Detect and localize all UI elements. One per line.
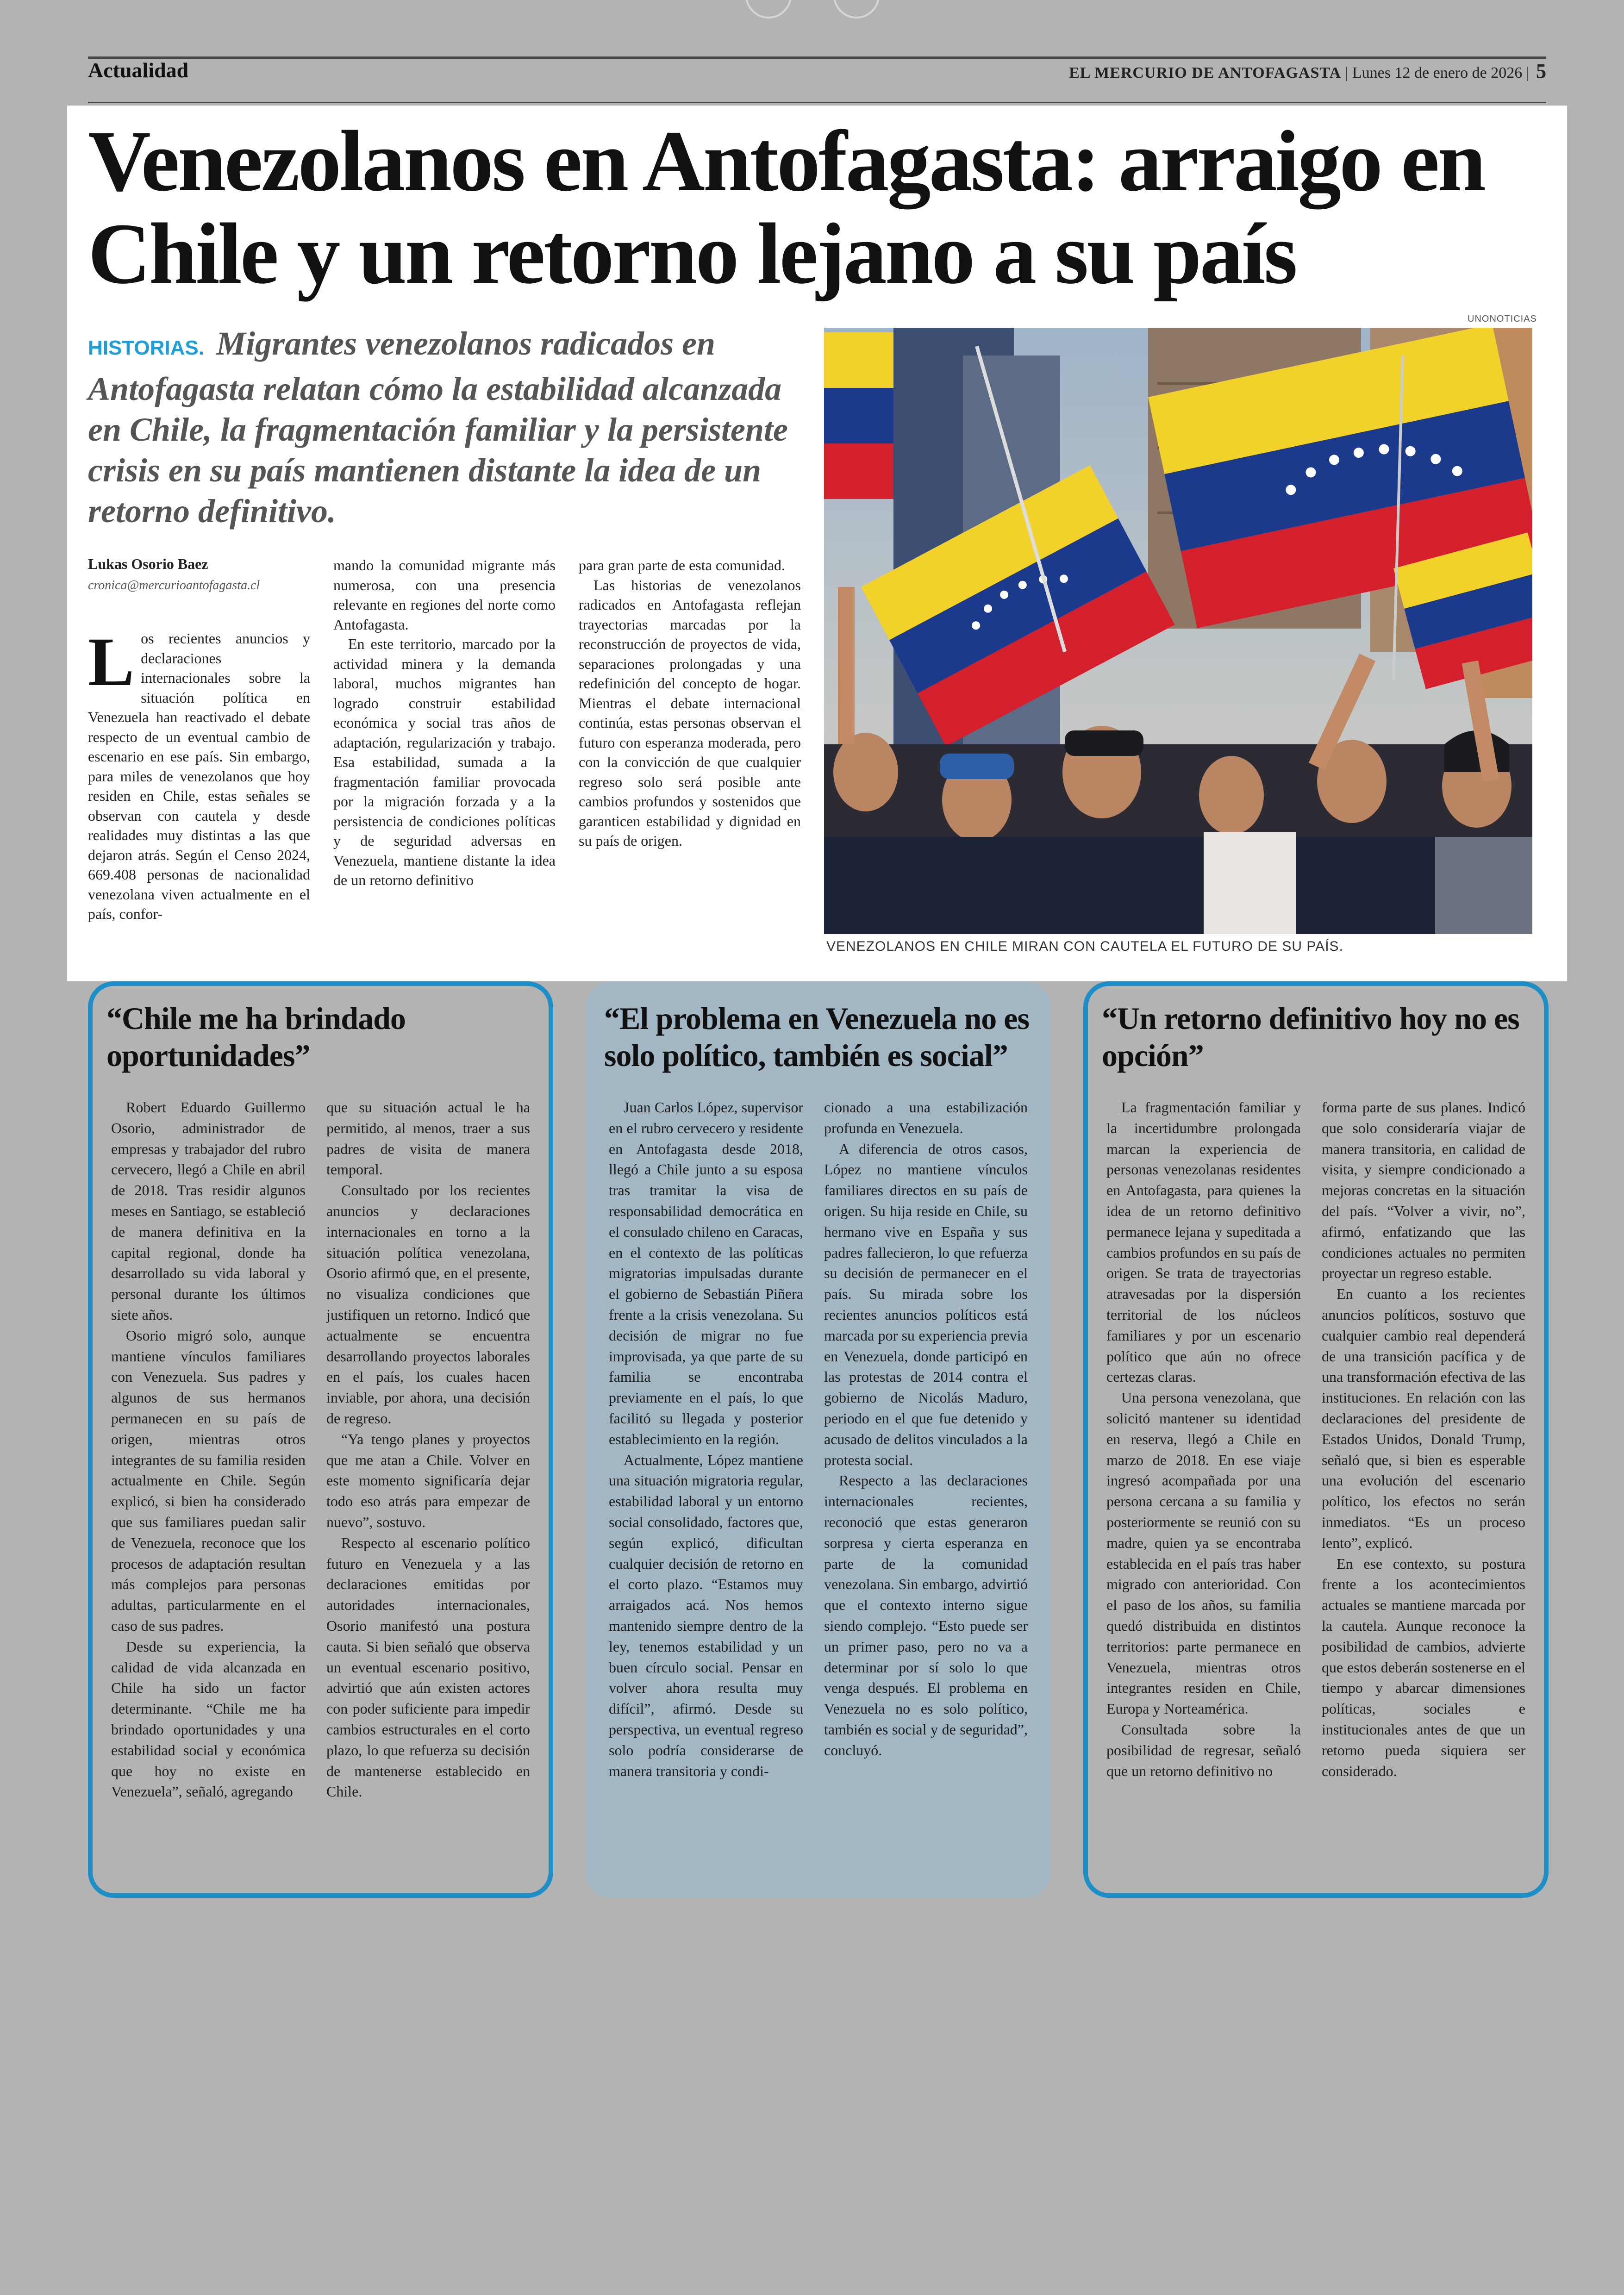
box-paragraph: En ese contexto, su postura frente a los acontecimientos actuales se mantiene marcada por la cautela. Aunque reconoce la posibilidad de cambios, advierte que estos deberán sostenerse en el tiempo y abarcar dimensiones políticas, sociales e institucionales antes de que un retorno pueda siquiera ser considerado. [1322,1555,1525,1779]
deck [88,323,810,531]
photo-credit: UNONOTICIAS [1468,314,1537,324]
sidebar-box-3 [1083,981,1549,1898]
page-number: 5 [1536,60,1546,82]
box-column-2 [326,1097,530,1802]
box-paragraph: A diferencia de otros casos, López no mantiene vínculos familiares directos en su país de origen. Su hija reside en Chile, su hermano vive en España y sus padres fallecieron, lo que refuerza su decisión de permanecer en el país. Su mirada sobre los recientes anuncios políticos está marcada por su experiencia previa en Venezuela, donde participó en las protestas de 2014 contra el gobierno de Nicolás Maduro, periodo en el que fue detenido y acusado de delitos vinculados a la protesta social. [824,1140,1028,1468]
box-title: “El problema en Venezuela no es solo político, también es social” [604,1001,1029,1073]
box-paragraph: Consultada sobre la posibilidad de regresar, señaló que un retorno definitivo no [1106,1721,1301,1779]
masthead [1069,59,1546,83]
author-name: Lukas Osorio Baez [88,555,208,572]
sidebar-box-2 [586,981,1051,1898]
newspaper-page [67,0,1567,2295]
box-column-1 [111,1097,306,1802]
lead-paragraph: para gran parte de esta comunidad. [579,557,786,574]
crowd-with-flags-image [824,328,1532,934]
box-column-2 [1322,1097,1525,1781]
paper-name: EL MERCURIO DE ANTOFAGASTA [1069,64,1342,81]
kicker: HISTORIAS. [88,337,205,359]
header-rule-bottom [88,102,1546,103]
section-label: Actualidad [88,58,189,82]
lead-article [67,106,1567,981]
box-title: “Un retorno definitivo hoy no es opción” [1102,1001,1519,1073]
box-paragraph: cionado a una estabilización profunda en Venezuela. [824,1099,1028,1136]
lead-paragraph: Las historias de venezolanos radicados en Antofagasta reflejan trayectorias marcadas por la reconstrucción de proyectos de vida, separaciones prolongadas y una redefinición del concepto de hogar. Mientras el debate internacional continúa, estas personas observan el futuro con esperanza moderada, pero con la convicción de que cualquier regreso solo será posible ante cambios profundos y sostenidos que garanticen estabilidad y dignidad en su país de origen. [579,576,801,849]
headline: Venezolanos en Antofagasta: arraigo en Chile y un retorno lejano a su país [88,112,1485,302]
box-column-2 [824,1097,1028,1761]
box-paragraph: Una persona venezolana, que solicitó mantener su identidad en reserva, llegó a Chile en marzo de 2018. En ese viaje ingresó acompañada por una persona cercana a su familia y posteriormente se reunió con su madre, quien ya se encontraba establecida en el país tras haber migrado con anterioridad. Con el paso de los años, su familia quedó distribuida en distintos territorios: parte permanece en Venezuela, mientras otros integrantes residen en Chile, Europa y Norteamérica. [1106,1389,1301,1717]
header-rule-top [88,56,1546,59]
lead-paragraph [88,624,310,924]
box-paragraph: Juan Carlos López, supervisor en el rubro cervecero y residente en Antofagasta desde 2018, llegó a Chile junto a su esposa tras tramitar la visa de responsabilidad democrática en el consulado chileno en Caracas, en el contexto de las políticas migratorias impulsadas durante el gobierno de Sebastián Piñera frente a la crisis venezolana. Su decisión de migrar no fue improvisada, ya que parte de su familia se encontraba previamente en el país, lo que facilitó su llegada y posterior establecimiento en la región. [609,1099,803,1447]
box-paragraph: “Ya tengo planes y proyectos que me atan a Chile. Volver en este momento significaría dejar todo eso atrás para empezar de nuevo”, sostuvo. [326,1430,530,1530]
drop-cap: L [88,624,135,700]
box-paragraph: Respecto a las declaraciones internacionales recientes, reconoció que estas generaron sorpresa y cierta esperanza en parte de la comunidad venezolana. Sin embargo, advirtió que el contexto interno sigue siendo complejo. “Esto puede ser un primer paso, pero no va a determinar por sí solo lo que venga después. El problema en Venezuela no es solo político, también es social y de seguridad”, concluyó. [824,1472,1028,1759]
lead-paragraph: mando la comunidad migrante más numerosa, con una presencia relevante en regiones del norte como Antofagasta. [333,557,556,633]
box-paragraph: Actualmente, López mantiene una situación migratoria regular, estabilidad laboral y un entorno social consolidado, factores que, según explicó, dificultan cualquier decisión de retorno en el corto plazo. “Estamos muy arraigados acá. Nos hemos mantenido siempre dentro de la ley, tenemos estabilidad y un buen círculo social. Pensar en volver ahora resulta muy difícil”, afirmó. Desde su perspectiva, un eventual regreso solo podría considerarse de manera transitoria y condi- [609,1451,803,1779]
lead-photo [824,328,1532,934]
byline [88,555,310,593]
photo-caption: VENEZOLANOS EN CHILE MIRAN CON CAUTELA EL FUTURO DE SU PAÍS. [826,939,1343,954]
box-paragraph: Osorio migró solo, aunque mantiene vínculos familiares con Venezuela. Sus padres y algunos de sus hermanos permanecen en su país de origen, mientras otros integrantes de su familia residen actualmente en Chile. Según explicó, si bien ha considerado que sus familiares puedan salir de Venezuela, reconoce que los procesos de adaptación resultan más complejos para personas adultas, particularmente en el caso de sus padres. [111,1327,306,1634]
lead-column-3 [579,555,801,851]
box-column-1 [609,1097,803,1781]
box-paragraph: que su situación actual le ha permitido, al menos, traer a sus padres de visita de manera temporal. [326,1099,530,1178]
box-paragraph: Consultado por los recientes anuncios y declaraciones internacionales en torno a la situación política venezolana, Osorio afirmó que, en el presente, no visualiza condiciones que justifiquen un retorno. Indicó que actualmente se encuentra desarrollando proyectos laborales en el país, los cuales hacen inviable, por ahora, una decisión de regreso. [326,1182,530,1427]
box-paragraph: Robert Eduardo Guillermo Osorio, administrador de empresas y trabajador del rubro cervecero, llegó a Chile en abril de 2018. Tras residir algunos meses en Santiago, se estableció de manera definitiva en la capital regional, donde ha desarrollado su vida laboral y personal durante los últimos siete años. [111,1099,306,1323]
box-column-1 [1106,1097,1301,1781]
author-email: cronica@mercurioantofagasta.cl [88,578,260,592]
deck-text: Migrantes venezolanos radicados en Antofagasta relatan cómo la estabilidad alcanzada en Chile, la fragmentación familiar y la persistente crisis en su país mantienen distante la idea de un retorno definitivo. [88,325,788,530]
lead-paragraph-text: os recientes anuncios y declaraciones internacionales sobre la situación política en Venezuela han reactivado el debate respecto de un eventual cambio de escenario en ese país. Sin embargo, para miles de venezolanos que hoy residen en Chile, estas señales se observan con cautela y desde realidades muy distintas a las que dejaron atrás. Según el Censo 2024, 669.408 personas de nacionalidad venezolana viven actualmente en el país, confor- [88,630,310,922]
box-paragraph: Desde su experiencia, la calidad de vida alcanzada en Chile ha sido un factor determinante. “Chile me ha brindado oportunidades y una estabilidad social y económica que hoy no existe en Venezuela”, señaló, agregando [111,1638,306,1800]
lead-column-1 [88,624,310,924]
box-paragraph: En cuanto a los recientes anuncios políticos, sostuvo que cualquier cambio real dependerá de una transición pacífica y de una transformación efectiva de las instituciones. En relación con las declaraciones del presidente de Estados Unidos, Donald Trump, señaló que, si bien es esperable una evolución del escenario político, los efectos no serán inmediatos. “Es un proceso lento”, explicó. [1322,1285,1525,1551]
lead-paragraph: En este territorio, marcado por la actividad minera y la demanda laboral, muchos migrantes han logrado construir estabilidad económica y social tras años de adaptación, regularización y trabajo. Esa estabilidad, sumada a la fragmentación familiar provocada por la migración forzada y a la persistencia de condiciones políticas y de seguridad adversas en Venezuela, mantiene distante la idea de un retorno definitivo [333,636,556,888]
box-paragraph: Respecto al escenario político futuro en Venezuela y a las declaraciones emitidas por autoridades internacionales, Osorio manifestó una postura cauta. Si bien señaló que observa un eventual escenario positivo, advirtió que aún existen actores con poder suficiente para impedir cambios estructurales en el corto plazo, lo que refuerza su decisión de mantenerse establecido en Chile. [326,1534,530,1800]
box-title: “Chile me ha brindado oportunidades” [106,1001,406,1073]
sidebar-box-1 [88,981,553,1898]
lead-column-2 [333,555,556,890]
box-paragraph: La fragmentación familiar y la incertidumbre prolongada marcan la experiencia de personas venezolanas residentes en Antofagasta, para quienes la idea de un retorno definitivo permanece lejana y supeditada a cambios profundos en su país de origen. Se trata de trayectorias atravesadas por la dispersión territorial de los núcleos familiares y por un escenario político que aún no ofrece certezas claras. [1106,1099,1301,1385]
issue-date: | Lunes 12 de enero de 2026 | [1345,64,1530,81]
box-paragraph: forma parte de sus planes. Indicó que solo consideraría viajar de manera transitoria, en calidad de visita, y siempre condicionado a mejoras concretas en la situación del país. “Volver a vivir, no”, afirmó, enfatizando que las condiciones actuales no permiten proyectar un regreso estable. [1322,1099,1525,1282]
